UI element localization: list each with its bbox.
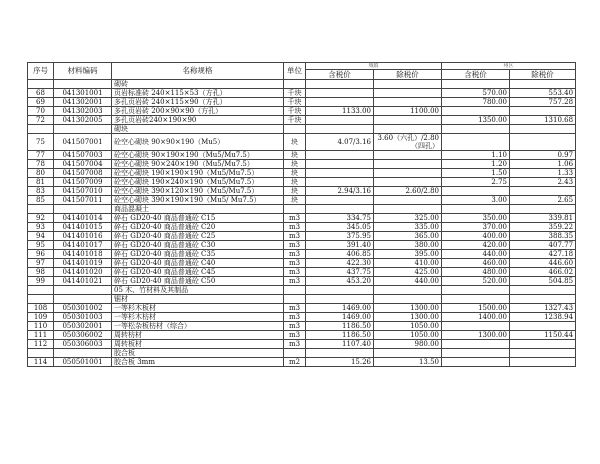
table-row bbox=[28, 134, 576, 151]
table-row bbox=[28, 277, 576, 286]
row-price-b: 335.00 bbox=[374, 223, 442, 232]
group1-header: 城镇 bbox=[306, 63, 442, 70]
row-name: 碎石 GD20-40 商品普通砼 C40 bbox=[112, 259, 284, 268]
table-row bbox=[28, 107, 576, 116]
row-unit: m3 bbox=[284, 241, 306, 250]
row-code: 041507003 bbox=[54, 151, 112, 160]
row-seq: 97 bbox=[28, 259, 54, 268]
row-seq: 70 bbox=[28, 107, 54, 116]
row-price-a: 1186.50 bbox=[306, 331, 374, 340]
row-unit: m3 bbox=[284, 232, 306, 241]
row-code bbox=[54, 80, 112, 89]
row-seq: 75 bbox=[28, 134, 54, 151]
col-code-header: 材料编码 bbox=[54, 63, 112, 80]
row-unit: 千块 bbox=[284, 98, 306, 107]
row-code bbox=[54, 125, 112, 134]
row-price-d: 1310.68 bbox=[510, 116, 576, 125]
row-name: 砼空心砌块 190×190×190（Mu5/Mu7.5） bbox=[112, 169, 284, 178]
row-name: 多孔页岩砖240×190×90 bbox=[112, 116, 284, 125]
row-price-a bbox=[306, 89, 374, 98]
row-price-a bbox=[306, 80, 374, 89]
row-price-c bbox=[442, 80, 510, 89]
row-code: 041401016 bbox=[54, 232, 112, 241]
row-name: 碎石 GD20-40 商品普通砼 C50 bbox=[112, 277, 284, 286]
row-price-d: 2.65 bbox=[510, 196, 576, 205]
row-price-a: 406.85 bbox=[306, 250, 374, 259]
row-seq: 95 bbox=[28, 241, 54, 250]
row-price-d bbox=[510, 295, 576, 304]
row-unit: m3 bbox=[284, 268, 306, 277]
row-price-d: 504.85 bbox=[510, 277, 576, 286]
row-unit bbox=[284, 295, 306, 304]
row-seq bbox=[28, 80, 54, 89]
row-price-d: 359.22 bbox=[510, 223, 576, 232]
row-price-d: 0.97 bbox=[510, 151, 576, 160]
row-name: 砼空心砌块 90×90×190（Mu5） bbox=[112, 134, 284, 151]
row-code: 041507009 bbox=[54, 178, 112, 187]
row-price-a: 1107.40 bbox=[306, 340, 374, 349]
row-price-c: 1.10 bbox=[442, 151, 510, 160]
row-price-b: 410.00 bbox=[374, 259, 442, 268]
row-price-c bbox=[442, 286, 510, 295]
row-price-c: 1.50 bbox=[442, 169, 510, 178]
row-price-b bbox=[374, 89, 442, 98]
row-unit: 块 bbox=[284, 196, 306, 205]
row-price-b: 980.00 bbox=[374, 340, 442, 349]
row-price-b bbox=[374, 169, 442, 178]
row-seq: 93 bbox=[28, 223, 54, 232]
row-price-d bbox=[510, 134, 576, 151]
row-code bbox=[54, 349, 112, 358]
row-unit: m2 bbox=[284, 358, 306, 367]
row-seq bbox=[28, 125, 54, 134]
row-price-a bbox=[306, 160, 374, 169]
row-price-d: 757.28 bbox=[510, 98, 576, 107]
row-price-a bbox=[306, 205, 374, 214]
row-price-b: 440.00 bbox=[374, 277, 442, 286]
row-code: 041401020 bbox=[54, 268, 112, 277]
row-unit: 块 bbox=[284, 169, 306, 178]
row-seq: 94 bbox=[28, 232, 54, 241]
row-price-d: 446.60 bbox=[510, 259, 576, 268]
row-price-b bbox=[374, 98, 442, 107]
row-price-c bbox=[442, 349, 510, 358]
row-price-d: 466.02 bbox=[510, 268, 576, 277]
row-name: 砼空心砌块 90×190×190（Mu5/Mu7.5） bbox=[112, 151, 284, 160]
row-seq: 83 bbox=[28, 187, 54, 196]
row-price-d bbox=[510, 107, 576, 116]
row-price-d bbox=[510, 322, 576, 331]
row-price-d: 339.81 bbox=[510, 214, 576, 223]
row-price-b: 13.50 bbox=[374, 358, 442, 367]
row-price-b bbox=[374, 125, 442, 134]
row-seq: 92 bbox=[28, 214, 54, 223]
row-unit: m3 bbox=[284, 313, 306, 322]
row-seq bbox=[28, 349, 54, 358]
row-code: 050301002 bbox=[54, 304, 112, 313]
row-unit bbox=[284, 80, 306, 89]
row-unit: 块 bbox=[284, 134, 306, 151]
row-price-b bbox=[374, 160, 442, 169]
row-code: 041401021 bbox=[54, 277, 112, 286]
row-price-a bbox=[306, 295, 374, 304]
row-code: 041507008 bbox=[54, 169, 112, 178]
row-price-c bbox=[442, 340, 510, 349]
row-code: 050501001 bbox=[54, 358, 112, 367]
row-price-d: 1150.44 bbox=[510, 331, 576, 340]
row-price-c: 460.00 bbox=[442, 259, 510, 268]
row-seq: 78 bbox=[28, 160, 54, 169]
row-price-d bbox=[510, 205, 576, 214]
row-price-d: 1.33 bbox=[510, 169, 576, 178]
row-code: 050301003 bbox=[54, 313, 112, 322]
row-price-a: 1186.50 bbox=[306, 322, 374, 331]
row-unit: m3 bbox=[284, 322, 306, 331]
table-row bbox=[28, 98, 576, 107]
row-price-b: 365.00 bbox=[374, 232, 442, 241]
table-row bbox=[28, 331, 576, 340]
row-seq: 68 bbox=[28, 89, 54, 98]
row-price-d bbox=[510, 125, 576, 134]
row-price-b bbox=[374, 205, 442, 214]
table-row bbox=[28, 116, 576, 125]
row-price-b: 395.00 bbox=[374, 250, 442, 259]
row-code: 041401014 bbox=[54, 214, 112, 223]
row-price-c: 1400.00 bbox=[442, 313, 510, 322]
row-price-c bbox=[442, 107, 510, 116]
row-price-d: 427.18 bbox=[510, 250, 576, 259]
row-seq: 99 bbox=[28, 277, 54, 286]
row-unit: m3 bbox=[284, 223, 306, 232]
row-price-d: 1327.43 bbox=[510, 304, 576, 313]
row-price-c: 440.00 bbox=[442, 250, 510, 259]
row-seq bbox=[28, 286, 54, 295]
row-price-c: 2.75 bbox=[442, 178, 510, 187]
row-name: 碎石 GD20-40 商品普通砼 C30 bbox=[112, 241, 284, 250]
row-code: 041401019 bbox=[54, 259, 112, 268]
row-price-b bbox=[374, 295, 442, 304]
row-price-a: 1133.00 bbox=[306, 107, 374, 116]
row-price-c: 780.00 bbox=[442, 98, 510, 107]
row-code: 041507001 bbox=[54, 134, 112, 151]
row-unit: m3 bbox=[284, 277, 306, 286]
row-price-a bbox=[306, 196, 374, 205]
row-name: 多孔页岩砖 200×90×90（方孔） bbox=[112, 107, 284, 116]
material-price-table bbox=[27, 62, 576, 367]
table-row bbox=[28, 223, 576, 232]
row-price-d: 1238.94 bbox=[510, 313, 576, 322]
row-seq: 114 bbox=[28, 358, 54, 367]
row-unit bbox=[284, 125, 306, 134]
row-price-a: 15.26 bbox=[306, 358, 374, 367]
row-price-c bbox=[442, 205, 510, 214]
row-code: 041302003 bbox=[54, 107, 112, 116]
group2-tax-incl-header: 含税价 bbox=[442, 70, 510, 80]
row-name: 周转板材 bbox=[112, 340, 284, 349]
row-price-c: 350.00 bbox=[442, 214, 510, 223]
row-price-a bbox=[306, 125, 374, 134]
group2-header: 州区 bbox=[442, 63, 576, 70]
table-row bbox=[28, 349, 576, 358]
row-unit: 千块 bbox=[284, 116, 306, 125]
table-row bbox=[28, 322, 576, 331]
row-price-d: 553.40 bbox=[510, 89, 576, 98]
row-price-a: 334.75 bbox=[306, 214, 374, 223]
row-seq: 98 bbox=[28, 268, 54, 277]
row-unit: m3 bbox=[284, 331, 306, 340]
row-seq: 96 bbox=[28, 250, 54, 259]
row-price-c bbox=[442, 134, 510, 151]
table-row bbox=[28, 340, 576, 349]
row-name: 05 木、竹材料及其制品 bbox=[112, 286, 284, 295]
col-unit-header: 单位 bbox=[284, 63, 306, 80]
table-body bbox=[28, 80, 576, 367]
row-price-a bbox=[306, 98, 374, 107]
row-price-c: 1500.00 bbox=[442, 304, 510, 313]
row-price-c: 3.00 bbox=[442, 196, 510, 205]
table-row bbox=[28, 358, 576, 367]
row-price-c: 480.00 bbox=[442, 268, 510, 277]
row-price-b bbox=[374, 196, 442, 205]
row-code bbox=[54, 286, 112, 295]
row-price-c: 420.00 bbox=[442, 241, 510, 250]
row-price-a bbox=[306, 169, 374, 178]
row-code: 041302001 bbox=[54, 98, 112, 107]
row-price-c bbox=[442, 295, 510, 304]
row-price-c: 520.00 bbox=[442, 277, 510, 286]
row-name: 碎石 GD20-40 商品普通砼 C45 bbox=[112, 268, 284, 277]
table-row bbox=[28, 286, 576, 295]
row-price-b: 1100.00 bbox=[374, 107, 442, 116]
row-unit: m3 bbox=[284, 304, 306, 313]
group2-tax-excl-header: 除税价 bbox=[510, 70, 576, 80]
row-price-a: 2.94/3.16 bbox=[306, 187, 374, 196]
row-name: 砼空心砌块 90×240×190（Mu5/Mu7.5） bbox=[112, 160, 284, 169]
row-price-a bbox=[306, 116, 374, 125]
row-unit bbox=[284, 349, 306, 358]
row-price-b: 1050.00 bbox=[374, 322, 442, 331]
row-seq: 112 bbox=[28, 340, 54, 349]
row-price-a: 1469.00 bbox=[306, 313, 374, 322]
row-seq: 69 bbox=[28, 98, 54, 107]
row-code: 050302001 bbox=[54, 322, 112, 331]
row-price-b bbox=[374, 286, 442, 295]
row-seq: 81 bbox=[28, 178, 54, 187]
row-price-c: 1300.00 bbox=[442, 331, 510, 340]
table-row bbox=[28, 89, 576, 98]
row-code: 041507011 bbox=[54, 196, 112, 205]
row-price-a: 1469.00 bbox=[306, 304, 374, 313]
row-code: 041302005 bbox=[54, 116, 112, 125]
row-price-c: 1.20 bbox=[442, 160, 510, 169]
group1-tax-excl-header: 除税价 bbox=[374, 70, 442, 80]
row-price-d: 388.35 bbox=[510, 232, 576, 241]
row-name: 胶合板 3mm bbox=[112, 358, 284, 367]
table-row bbox=[28, 268, 576, 277]
row-price-a: 4.07/3.16 bbox=[306, 134, 374, 151]
row-name: 碎石 GD20-40 商品普通砼 C25 bbox=[112, 232, 284, 241]
row-name: 页岩标准砖 240×115×53（方孔） bbox=[112, 89, 284, 98]
row-seq bbox=[28, 205, 54, 214]
table-row bbox=[28, 125, 576, 134]
row-unit: 千块 bbox=[284, 107, 306, 116]
row-code: 050306002 bbox=[54, 331, 112, 340]
row-name: 一等杉木枋材 bbox=[112, 313, 284, 322]
row-unit bbox=[284, 205, 306, 214]
row-name: 多孔页岩砖 240×115×90（方孔） bbox=[112, 98, 284, 107]
row-price-b: 3.60（六孔）/2.80（四孔） bbox=[374, 134, 442, 151]
row-price-a bbox=[306, 151, 374, 160]
row-price-b: 380.00 bbox=[374, 241, 442, 250]
row-price-d: 407.77 bbox=[510, 241, 576, 250]
row-price-c: 570.00 bbox=[442, 89, 510, 98]
row-price-c bbox=[442, 125, 510, 134]
col-seq-header: 序号 bbox=[28, 63, 54, 80]
row-price-b: 325.00 bbox=[374, 214, 442, 223]
row-code bbox=[54, 205, 112, 214]
row-price-d bbox=[510, 340, 576, 349]
row-unit: 块 bbox=[284, 187, 306, 196]
table-row bbox=[28, 304, 576, 313]
group-header-row bbox=[28, 63, 576, 70]
row-name: 锯材 bbox=[112, 295, 284, 304]
row-price-a: 345.05 bbox=[306, 223, 374, 232]
row-price-d bbox=[510, 187, 576, 196]
row-unit: m3 bbox=[284, 340, 306, 349]
row-price-d bbox=[510, 286, 576, 295]
row-unit: 块 bbox=[284, 151, 306, 160]
row-name: 砼空心砌块 390×120×190（Mu5/Mu7.5） bbox=[112, 187, 284, 196]
group1-tax-incl-header: 含税价 bbox=[306, 70, 374, 80]
row-seq: 72 bbox=[28, 116, 54, 125]
row-price-d: 1.06 bbox=[510, 160, 576, 169]
row-unit: 千块 bbox=[284, 89, 306, 98]
row-code: 041401015 bbox=[54, 223, 112, 232]
row-price-a: 375.95 bbox=[306, 232, 374, 241]
row-code: 050306003 bbox=[54, 340, 112, 349]
row-seq: 77 bbox=[28, 151, 54, 160]
row-name: 商品混凝土 bbox=[112, 205, 284, 214]
row-price-b bbox=[374, 116, 442, 125]
row-price-d bbox=[510, 349, 576, 358]
row-seq: 85 bbox=[28, 196, 54, 205]
row-price-b bbox=[374, 178, 442, 187]
row-price-c bbox=[442, 358, 510, 367]
row-unit: m3 bbox=[284, 259, 306, 268]
table-row bbox=[28, 169, 576, 178]
row-price-b bbox=[374, 349, 442, 358]
row-name: 砌块 bbox=[112, 125, 284, 134]
table-row bbox=[28, 80, 576, 89]
row-price-b bbox=[374, 80, 442, 89]
row-price-d bbox=[510, 358, 576, 367]
table-row bbox=[28, 205, 576, 214]
row-code: 041507004 bbox=[54, 160, 112, 169]
row-unit: m3 bbox=[284, 250, 306, 259]
table-row bbox=[28, 259, 576, 268]
row-code: 041401018 bbox=[54, 250, 112, 259]
table-row bbox=[28, 250, 576, 259]
row-name: 砼空心砌块 390×190×190（Mu5/ Mu7.5） bbox=[112, 196, 284, 205]
row-seq bbox=[28, 295, 54, 304]
row-price-a bbox=[306, 178, 374, 187]
row-price-a bbox=[306, 286, 374, 295]
row-price-c: 370.00 bbox=[442, 223, 510, 232]
row-price-b: 1050.00 bbox=[374, 331, 442, 340]
row-price-c: 1350.00 bbox=[442, 116, 510, 125]
row-name: 一等松杂板枋材（综合） bbox=[112, 322, 284, 331]
row-seq: 110 bbox=[28, 322, 54, 331]
row-name: 碎石 GD20-40 商品普通砼 C35 bbox=[112, 250, 284, 259]
row-name: 砼空心砌块 190×240×190（Mu5/Mu7.5） bbox=[112, 178, 284, 187]
table-row bbox=[28, 196, 576, 205]
row-price-b: 2.60/2.80 bbox=[374, 187, 442, 196]
row-unit: m3 bbox=[284, 214, 306, 223]
table-row bbox=[28, 187, 576, 196]
row-name: 碎石 GD20-40 商品普通砼 C20 bbox=[112, 223, 284, 232]
table-row bbox=[28, 214, 576, 223]
table-row bbox=[28, 160, 576, 169]
row-price-c bbox=[442, 187, 510, 196]
table-row bbox=[28, 295, 576, 304]
row-name: 周转枋材 bbox=[112, 331, 284, 340]
row-name: 胶合板 bbox=[112, 349, 284, 358]
row-unit: 块 bbox=[284, 160, 306, 169]
row-unit bbox=[284, 286, 306, 295]
row-price-a: 422.30 bbox=[306, 259, 374, 268]
row-price-d: 2.43 bbox=[510, 178, 576, 187]
row-seq: 111 bbox=[28, 331, 54, 340]
row-name: 一等杉木板材 bbox=[112, 304, 284, 313]
row-code bbox=[54, 295, 112, 304]
row-seq: 80 bbox=[28, 169, 54, 178]
row-price-a: 453.20 bbox=[306, 277, 374, 286]
row-name: 碎石 GD20-40 商品普通砼 C15 bbox=[112, 214, 284, 223]
table-row bbox=[28, 241, 576, 250]
row-price-b: 1300.00 bbox=[374, 313, 442, 322]
row-price-b: 1300.00 bbox=[374, 304, 442, 313]
row-price-c: 400.00 bbox=[442, 232, 510, 241]
row-code: 041401017 bbox=[54, 241, 112, 250]
row-price-d bbox=[510, 80, 576, 89]
row-name: 砌砖 bbox=[112, 80, 284, 89]
row-seq: 108 bbox=[28, 304, 54, 313]
row-price-c bbox=[442, 322, 510, 331]
row-price-b: 425.00 bbox=[374, 268, 442, 277]
row-price-a: 437.75 bbox=[306, 268, 374, 277]
row-seq: 109 bbox=[28, 313, 54, 322]
table-row bbox=[28, 232, 576, 241]
col-name-header: 名称规格 bbox=[112, 63, 284, 80]
row-price-a bbox=[306, 349, 374, 358]
row-unit: 块 bbox=[284, 178, 306, 187]
table-row bbox=[28, 313, 576, 322]
table-row bbox=[28, 178, 576, 187]
row-code: 041507010 bbox=[54, 187, 112, 196]
table-row bbox=[28, 151, 576, 160]
row-code: 041301001 bbox=[54, 89, 112, 98]
row-price-b bbox=[374, 151, 442, 160]
row-price-a: 391.40 bbox=[306, 241, 374, 250]
